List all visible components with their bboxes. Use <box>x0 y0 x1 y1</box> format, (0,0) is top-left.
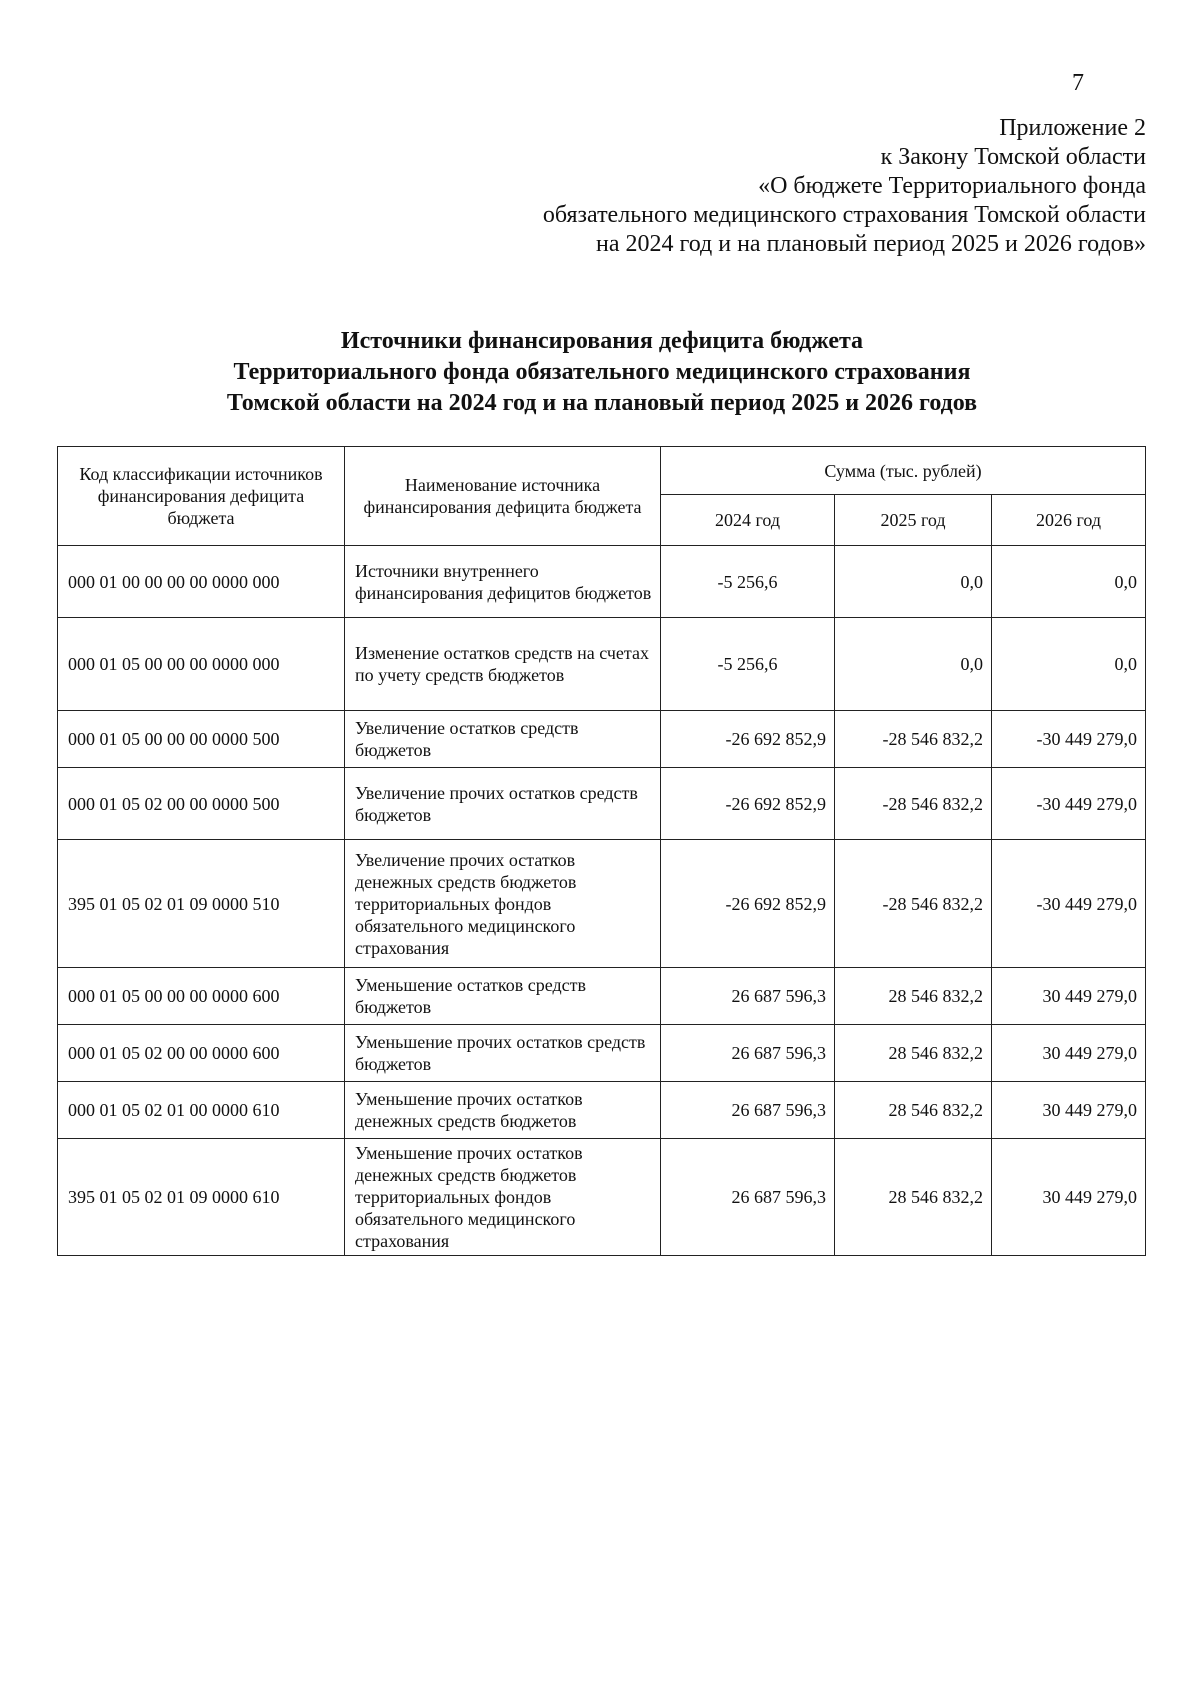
row-code: 000 01 05 00 00 00 0000 000 <box>58 618 345 711</box>
row-name: Увеличение прочих остатков средств бюджетов <box>345 768 661 840</box>
table-row <box>58 618 1146 711</box>
row-value-2026: 30 449 279,0 <box>992 1139 1146 1256</box>
row-code: 395 01 05 02 01 09 0000 510 <box>58 840 345 968</box>
row-name: Уменьшение прочих остатков денежных средств бюджетов <box>345 1082 661 1139</box>
header-year-2025: 2025 год <box>835 495 992 546</box>
row-value-2025: 0,0 <box>835 618 992 711</box>
row-code: 000 01 05 02 00 00 0000 600 <box>58 1025 345 1082</box>
row-value-2025: 28 546 832,2 <box>835 1082 992 1139</box>
row-value-2025: -28 546 832,2 <box>835 711 992 768</box>
row-value-2024: -26 692 852,9 <box>661 711 835 768</box>
row-name: Уменьшение остатков средств бюджетов <box>345 968 661 1025</box>
row-name: Уменьшение прочих остатков средств бюджетов <box>345 1025 661 1082</box>
page-number: 7 <box>1072 70 1084 96</box>
appendix-line: к Закону Томской области <box>880 144 1146 170</box>
row-value-2026: 0,0 <box>992 618 1146 711</box>
table-row <box>58 768 1146 840</box>
table-row <box>58 1139 1146 1256</box>
row-value-2025: 28 546 832,2 <box>835 1025 992 1082</box>
table-row <box>58 1082 1146 1139</box>
row-value-2025: 28 546 832,2 <box>835 1139 992 1256</box>
row-code: 000 01 00 00 00 00 0000 000 <box>58 546 345 618</box>
row-value-2024: -5 256,6 <box>661 546 835 618</box>
appendix-line: обязательного медицинского страхования Томской области <box>542 202 1146 228</box>
row-value-2025: 28 546 832,2 <box>835 968 992 1025</box>
header-code: Код классификации источников финансирования дефицита бюджета <box>58 447 345 546</box>
row-code: 000 01 05 02 00 00 0000 500 <box>58 768 345 840</box>
row-value-2024: -26 692 852,9 <box>661 768 835 840</box>
row-value-2026: 30 449 279,0 <box>992 1082 1146 1139</box>
row-value-2025: -28 546 832,2 <box>835 840 992 968</box>
row-value-2024: 26 687 596,3 <box>661 1139 835 1256</box>
row-name: Изменение остатков средств на счетах по учету средств бюджетов <box>345 618 661 711</box>
row-code: 395 01 05 02 01 09 0000 610 <box>58 1139 345 1256</box>
row-value-2025: -28 546 832,2 <box>835 768 992 840</box>
title-line: Территориального фонда обязательного медицинского страхования <box>233 359 971 385</box>
document-title <box>57 326 1147 419</box>
row-value-2024: -5 256,6 <box>661 618 835 711</box>
row-value-2024: 26 687 596,3 <box>661 1082 835 1139</box>
table-row <box>58 711 1146 768</box>
row-code: 000 01 05 00 00 00 0000 600 <box>58 968 345 1025</box>
appendix-line: Приложение 2 <box>999 115 1146 141</box>
row-value-2026: -30 449 279,0 <box>992 768 1146 840</box>
row-name: Источники внутреннего финансирования дефицитов бюджетов <box>345 546 661 618</box>
appendix-header <box>543 114 1146 259</box>
row-code: 000 01 05 02 01 00 0000 610 <box>58 1082 345 1139</box>
row-value-2024: 26 687 596,3 <box>661 1025 835 1082</box>
title-line: Источники финансирования дефицита бюджета <box>340 328 864 354</box>
row-value-2026: -30 449 279,0 <box>992 711 1146 768</box>
header-year-2024: 2024 год <box>661 495 835 546</box>
row-name: Увеличение прочих остатков денежных средств бюджетов территориальных фондов обязательного медицинского страхования <box>345 840 661 968</box>
row-value-2026: -30 449 279,0 <box>992 840 1146 968</box>
row-value-2024: -26 692 852,9 <box>661 840 835 968</box>
header-name: Наименование источника финансирования дефицита бюджета <box>345 447 661 546</box>
row-value-2026: 0,0 <box>992 546 1146 618</box>
header-year-2026: 2026 год <box>992 495 1146 546</box>
budget-table <box>57 446 1146 1256</box>
title-line: Томской области на 2024 год и на плановый период 2025 и 2026 годов <box>226 390 978 416</box>
table-row <box>58 546 1146 618</box>
table-row <box>58 968 1146 1025</box>
appendix-line: на 2024 год и на плановый период 2025 и 2026 годов» <box>595 231 1146 257</box>
row-value-2026: 30 449 279,0 <box>992 968 1146 1025</box>
row-value-2024: 26 687 596,3 <box>661 968 835 1025</box>
header-sum: Сумма (тыс. рублей) <box>661 447 1146 495</box>
appendix-line: «О бюджете Территориального фонда <box>758 173 1146 199</box>
table-row <box>58 1025 1146 1082</box>
row-name: Увеличение остатков средств бюджетов <box>345 711 661 768</box>
row-value-2025: 0,0 <box>835 546 992 618</box>
row-value-2026: 30 449 279,0 <box>992 1025 1146 1082</box>
row-name: Уменьшение прочих остатков денежных средств бюджетов территориальных фондов обязательного медицинского страхования <box>345 1139 661 1256</box>
row-code: 000 01 05 00 00 00 0000 500 <box>58 711 345 768</box>
table-row <box>58 840 1146 968</box>
